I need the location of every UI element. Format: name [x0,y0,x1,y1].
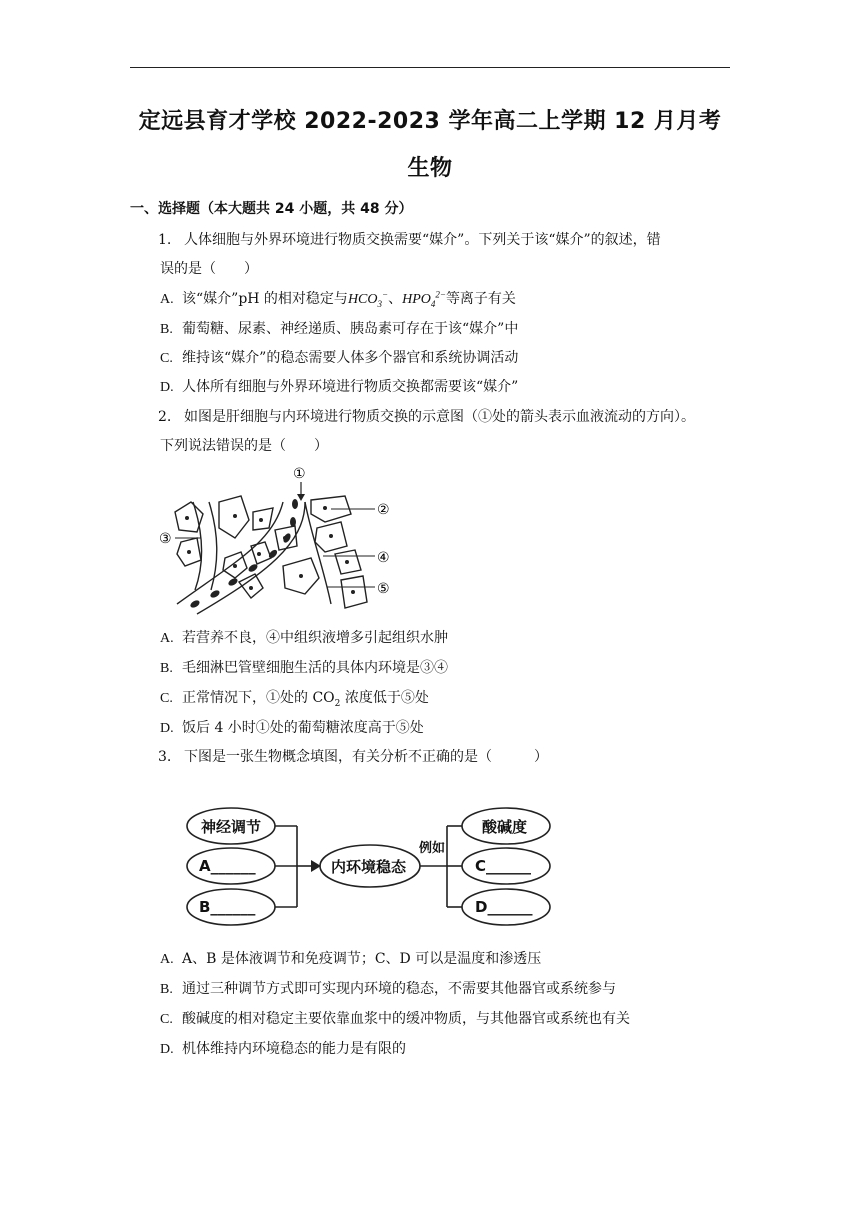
q1-sep: 、 [388,291,403,307]
q1-option-c-label: C. [160,351,173,366]
q2-number: 2. [158,409,172,425]
q3-option-c [160,1008,630,1028]
q2-option-c-label: C. [160,691,173,706]
q3-stem [158,746,548,766]
q1-option-c-text: 维持该“媒介”的稳态需要人体多个器官和系统协调活动 [182,350,519,366]
concept-blank-d: D______ [475,898,533,916]
q3-option-a-label: A. [160,952,174,967]
concept-homeostasis: 内环境稳态 [331,858,407,876]
q2-option-d [160,717,424,737]
q3-option-c-text: 酸碱度的相对稳定主要依靠血浆中的缓冲物质，与其他器官或系统也有关 [182,1011,630,1027]
q1-stem-line2: 误的是（ ） [160,261,258,277]
q3-option-c-label: C. [160,1012,173,1027]
q2-option-d-label: D. [160,721,174,736]
q1-option-b [160,318,518,338]
concept-neural-regulation: 神经调节 [201,818,262,836]
concept-map-diagram [185,800,585,928]
concept-blank-b: B______ [199,898,256,916]
q2-option-d-text: 饭后 4 小时①处的葡萄糖浓度高于⑤处 [182,720,424,736]
q2-option-a-label: A. [160,631,174,646]
q1-formula-hpo4: $HPO_4^{2-}$ [402,289,446,309]
q2-option-b [160,657,448,677]
q1-option-a-label: A. [160,292,174,307]
q2-option-b-text: 毛细淋巴管壁细胞生活的具体内环境是③④ [182,660,448,676]
fig-label-5: ⑤ [377,581,390,597]
q1-option-a-text: 该“媒介”pH 的相对稳定与 [182,291,348,307]
q2-option-c-text: 正常情况下，①处的 CO [182,690,335,706]
concept-blank-a: A______ [199,857,256,875]
q1-stem-line1: 人体细胞与外界环境进行物质交换需要“媒介”。下列关于该“媒介”的叙述，错 [184,232,661,248]
q3-option-b-label: B. [160,982,173,997]
q1-formula-hco3: $HCO_3^-$ [347,289,389,309]
q3-option-b-text: 通过三种调节方式即可实现内环境的稳态，不需要其他器官或系统参与 [182,981,616,997]
q1-option-a [160,288,516,309]
page-subtitle: 生物 [407,156,453,181]
q1-option-c [160,347,518,367]
q1-stem [158,229,661,249]
q1-number: 1. [158,232,172,248]
q3-option-a-text: A、B 是体液调节和免疫调节；C、D 可以是温度和渗透压 [182,951,542,967]
q2-option-c-tail: 浓度低于⑤处 [340,690,429,706]
q3-option-d [160,1038,406,1058]
fig-label-4: ④ [377,550,390,566]
q2-stem-line2: 下列说法错误的是（ ） [160,438,328,454]
fig-label-3: ③ [159,531,172,547]
fig-label-2: ② [377,502,390,518]
q2-stem-line1: 如图是肝细胞与内环境进行物质交换的示意图（①处的箭头表示血液流动的方向）。 [184,409,695,425]
q2-option-a-text: 若营养不良，④中组织液增多引起组织水肿 [182,630,448,646]
q3-number: 3. [158,749,172,765]
section-heading: 一、选择题（本大题共 24 小题，共 48 分） [130,201,413,217]
q3-option-d-label: D. [160,1042,174,1057]
q3-stem-text: 下图是一张生物概念填图，有关分析不正确的是（ ） [184,749,548,765]
q1-option-d [160,376,518,396]
q2-option-c-sub: 2 [334,698,341,709]
q1-option-b-text: 葡萄糖、尿素、神经递质、胰岛素可存在于该“媒介”中 [182,321,519,337]
q1-option-a-tail: 等离子有关 [445,291,516,307]
q1-option-d-text: 人体所有细胞与外界环境进行物质交换都需要该“媒介” [182,379,519,395]
concept-blank-c: C______ [475,857,532,875]
fig-label-1: ① [293,466,306,482]
q3-option-d-text: 机体维持内环境稳态的能力是有限的 [182,1041,406,1057]
q1-option-d-label: D. [160,380,174,395]
q2-option-a [160,627,448,647]
q2-option-c [160,687,429,709]
q1-option-b-label: B. [160,322,173,337]
liver-cell-diagram [155,462,405,617]
q2-stem [158,406,695,426]
page-title: 定远县育才学校 2022-2023 学年高二上学期 12 月月考 [138,109,722,134]
q3-option-b [160,978,616,998]
q3-option-a [160,948,541,968]
concept-ph: 酸碱度 [482,818,528,836]
header-rule [130,67,730,68]
concept-example-label: 例如 [419,841,446,856]
q2-option-b-label: B. [160,661,173,676]
